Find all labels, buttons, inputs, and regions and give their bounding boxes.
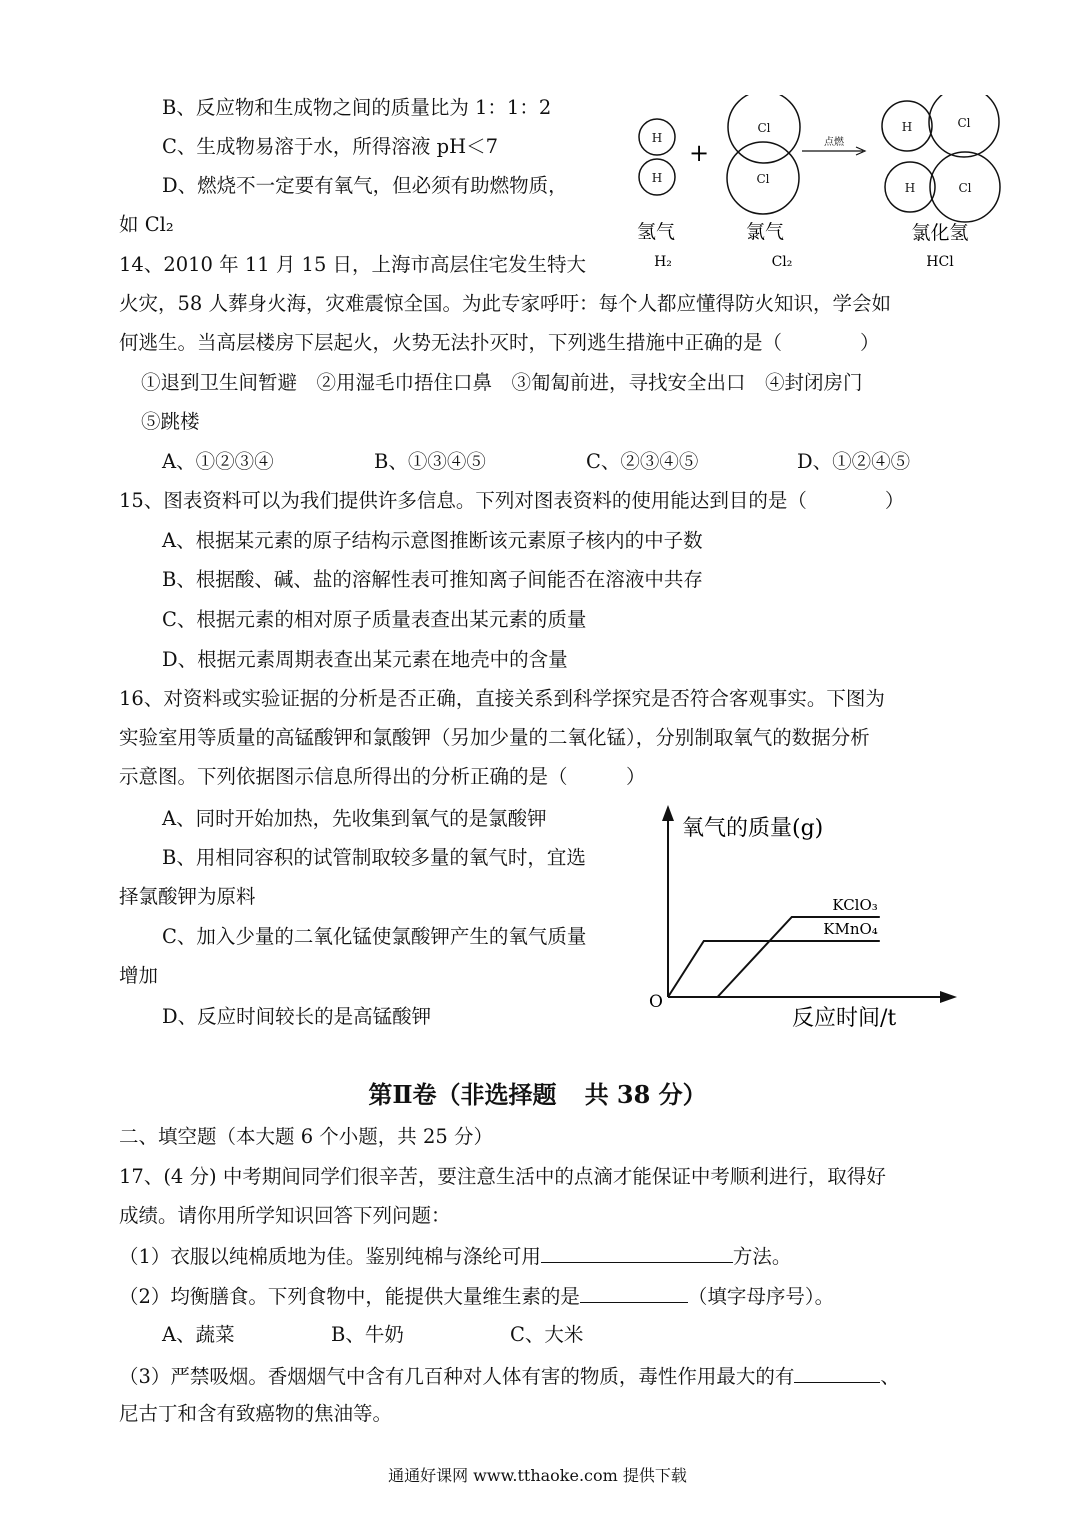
q17-sub2: （2）均衡膳食。下列食物中，能提供大量维生素的是 （填字母序号）。: [119, 1282, 834, 1310]
plus-sign: +: [688, 139, 710, 167]
q17-sub2-option-b: B、牛奶: [331, 1323, 404, 1346]
series-line: [668, 941, 880, 997]
y-axis-arrow-icon: [662, 805, 674, 821]
q16-option-d: D、反应时间较长的是高锰酸钾: [162, 1005, 432, 1028]
name-h2: 氢气: [636, 221, 676, 243]
q16-stem-3: 示意图。下列依据图示信息所得出的分析正确的是（ ）: [119, 765, 646, 788]
formula-cl2: Cl₂: [771, 254, 793, 270]
arrow-label: 点燃: [824, 137, 844, 148]
q13-option-d-cont: 如 Cl₂: [119, 213, 174, 236]
q16-stem-2: 实验室用等质量的高锰酸钾和氯酸钾（另加少量的二氧化锰），分别制取氧气的数据分析: [119, 726, 870, 749]
formula-hcl: HCl: [926, 254, 954, 270]
q14-measure-5: ⑤跳楼: [141, 410, 200, 433]
footer-source: 通通好课网 www.tthaoke.com 提供下载: [388, 1466, 687, 1485]
section-heading: 二、填空题（本大题 6 个小题，共 25 分）: [119, 1125, 494, 1148]
q14-option-a: A、①②③④: [162, 450, 274, 473]
part2-title-score: 共 38 分）: [584, 1080, 707, 1109]
atom-label: H: [901, 120, 913, 134]
q13-option-d: D、燃烧不一定要有氧气，但必须有助燃物质，: [162, 174, 568, 197]
q15-option-a: A、根据某元素的原子结构示意图推断该元素原子核内的中子数: [162, 529, 703, 552]
q14-stem-2: 火灾，58 人葬身火海，灾难震惊全国。为此专家呼吁：每个人都应懂得防火知识，学会如: [119, 292, 892, 315]
atom-label: Cl: [756, 172, 770, 186]
q16-option-b: B、用相同容积的试管制取较多量的氧气时，宜选: [162, 846, 586, 869]
atom-label: H: [651, 131, 663, 145]
q14-option-c: C、②③④⑤: [586, 450, 699, 473]
q17-stem-2: 成绩。请你用所学知识回答下列问题：: [119, 1204, 451, 1227]
q16-option-c: C、加入少量的二氧化锰使氯酸钾产生的氧气质量: [162, 925, 587, 948]
q17-sub3: （3）严禁吸烟。香烟烟气中含有几百种对人体有害的物质，毒性作用最大的有 、: [119, 1362, 900, 1390]
q17-stem-1: 17、(4 分) 中考期间同学们很辛苦，要注意生活中的点滴才能保证中考顺利进行，取得好: [119, 1165, 886, 1188]
q16-option-b-cont: 择氯酸钾为原料: [119, 885, 256, 908]
name-hcl: 氯化氢: [911, 222, 969, 244]
q14-measures: ①退到卫生间暂避 ②用湿毛巾捂住口鼻 ③匍匐前进，寻找安全出口 ④封闭房门: [141, 371, 863, 394]
q16-stem-1: 16、对资料或实验证据的分析是否正确，直接关系到科学探究是否符合客观事实。下图为: [119, 687, 885, 710]
q13-option-b: B、反应物和生成物之间的质量比为 1：1：2: [162, 96, 552, 119]
q17-sub3-cont: 尼古丁和含有致癌物的焦油等。: [119, 1402, 393, 1425]
answer-blank[interactable]: [580, 1282, 688, 1303]
name-cl2: 氯气: [745, 221, 785, 243]
x-axis-arrow-icon: [940, 991, 957, 1003]
oxygen-mass-chart: [640, 795, 970, 1040]
answer-blank[interactable]: [541, 1242, 733, 1263]
series-label: KMnO₄: [823, 920, 878, 938]
atom-label: Cl: [957, 116, 971, 130]
q17-sub2-option-c: C、大米: [510, 1323, 584, 1346]
part2-title-main: 第Ⅱ卷（非选择题: [368, 1080, 557, 1109]
q17-sub2-option-a: A、蔬菜: [162, 1323, 235, 1346]
q16-option-a: A、同时开始加热，先收集到氧气的是氯酸钾: [162, 807, 547, 830]
q14-option-b: B、①③④⑤: [374, 450, 486, 473]
part2-title: [0, 1075, 1075, 1110]
q14-option-d: D、①②④⑤: [797, 450, 911, 473]
atom-label: H: [651, 171, 663, 185]
atom-label: H: [904, 181, 916, 195]
q14-stem-3: 何逃生。当高层楼房下层起火，火势无法扑灭时，下列逃生措施中正确的是（ ）: [119, 331, 880, 354]
reaction-diagram: [620, 95, 1020, 275]
q15-option-d: D、根据元素周期表查出某元素在地壳中的含量: [162, 648, 568, 671]
y-axis-label: 氧气的质量(g): [682, 816, 824, 841]
x-axis-label: 反应时间/t: [792, 1006, 897, 1031]
q15-stem: 15、图表资料可以为我们提供许多信息。下列对图表资料的使用能达到目的是（ ）: [119, 489, 905, 512]
answer-blank[interactable]: [794, 1362, 880, 1383]
q17-sub1: （1）衣服以纯棉质地为佳。鉴别纯棉与涤纶可用 方法。: [119, 1242, 791, 1270]
formula-h2: H₂: [654, 254, 672, 270]
q16-option-c-cont: 增加: [119, 964, 159, 987]
series-label: KClO₃: [832, 896, 878, 914]
q15-option-b: B、根据酸、碱、盐的溶解性表可推知离子间能否在溶液中共存: [162, 568, 703, 591]
atom-label: Cl: [958, 181, 972, 195]
atom-label: Cl: [757, 121, 771, 135]
q15-option-c: C、根据元素的相对原子质量表查出某元素的质量: [162, 608, 587, 631]
q13-option-c: C、生成物易溶于水，所得溶液 pH＜7: [162, 135, 499, 158]
origin-label: O: [649, 992, 663, 1012]
q14-stem-1: 14、2010 年 11 月 15 日，上海市高层住宅发生特大: [119, 253, 587, 276]
